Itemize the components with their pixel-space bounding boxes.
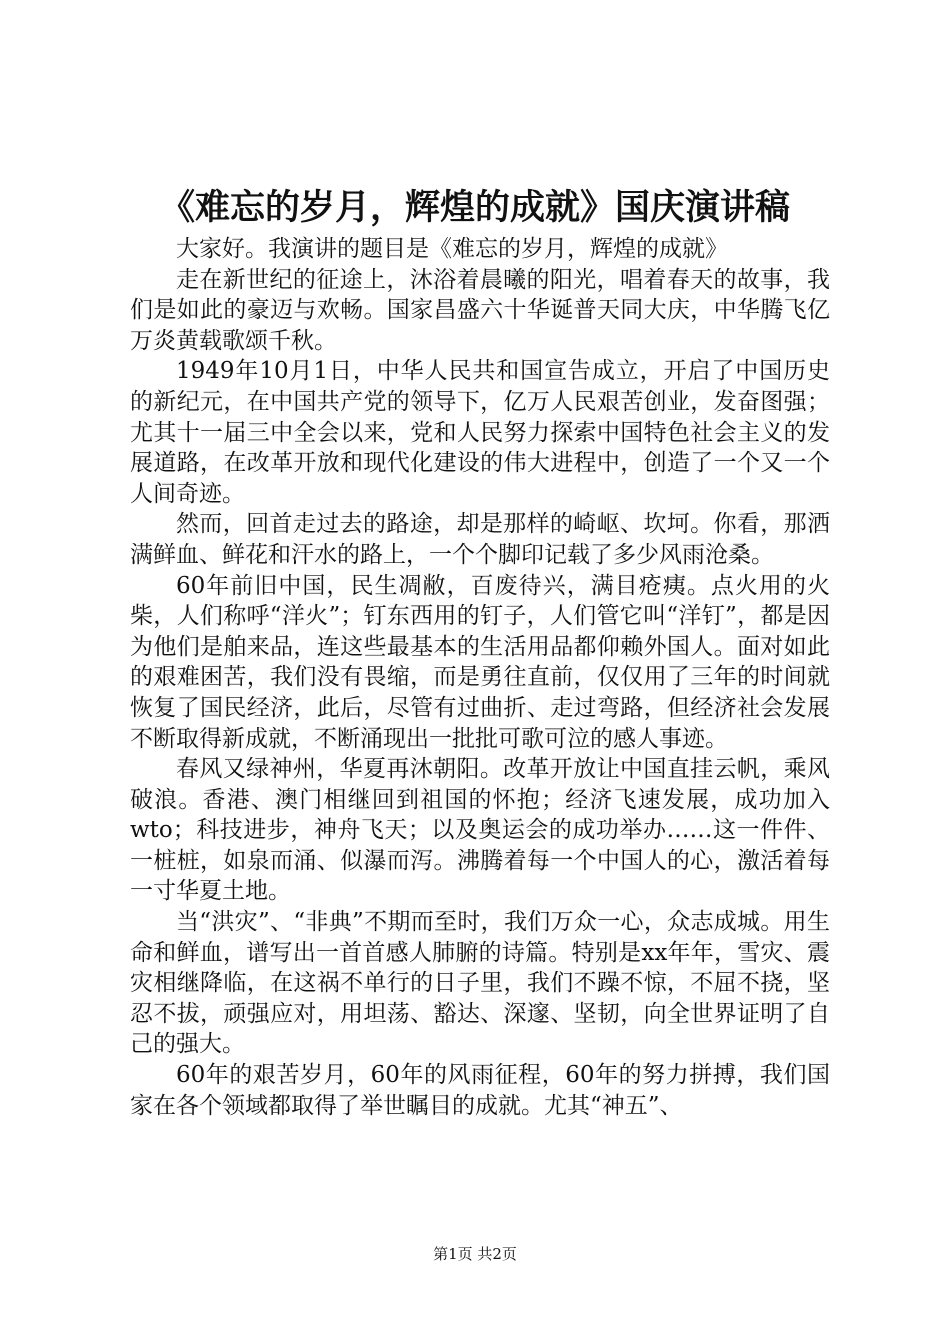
paragraph: 当“洪灾”、“非典”不期而至时，我们万众一心，众志成城。用生命和鲜血，谱写出一首首感人肺腑的诗篇。特别是xx年年，雪灾、震灾相继降临，在这祸不单行的日子里，我们不躁不惊，不屈不挠，坚忍不拔，顽强应对，用坦荡、豁达、深邃、坚韧，向全世界证明了自己的强大。 xyxy=(130,909,830,1058)
paragraph: 60年的艰苦岁月，60年的风雨征程，60年的努力拼搏，我们国家在各个领域都取得了举世瞩目的成就。尤其“神五”、 xyxy=(130,1062,830,1119)
document-body xyxy=(130,234,830,1121)
paragraph: 然而，回首走过去的路途，却是那样的崎岖、坎坷。你看，那洒满鲜血、鲜花和汗水的路上，一个个脚印记载了多少风雨沧桑。 xyxy=(130,511,830,568)
page-footer: 第1页 共2页 xyxy=(433,1245,517,1263)
paragraph: 大家好。我演讲的题目是《难忘的岁月，辉煌的成就》 xyxy=(176,236,728,262)
paragraph: 春风又绿神州，华夏再沐朝阳。改革开放让中国直挂云帆，乘风破浪。香港、澳门相继回到祖国的怀抱；经济飞速发展，成功加入wto；科技进步，神舟飞天；以及奥运会的成功举办……这一件件、一桩桩，如泉而涌、似瀑而泻。沸腾着每一个中国人的心，激活着每一寸华夏土地。 xyxy=(130,756,830,905)
paragraph: 60年前旧中国，民生凋敝，百废待兴，满目疮痍。点火用的火柴，人们称呼“洋火”；钉东西用的钉子，人们管它叫“洋钉”，都是因为他们是舶来品，连这些最基本的生活用品都仰赖外国人。面对如此的艰难困苦，我们没有畏缩，而是勇往直前，仅仅用了三年的时间就恢复了国民经济，此后，尽管有过曲折、走过弯路，但经济社会发展不断取得新成就，不断涌现出一批批可歌可泣的感人事迹。 xyxy=(130,572,830,752)
paragraph: 1949年10月1日，中华人民共和国宣告成立，开启了中国历史的新纪元，在中国共产党的领导下，亿万人民艰苦创业，发奋图强；尤其十一届三中全会以来，党和人民努力探索中国特色社会主义的发展道路，在改革开放和现代化建设的伟大进程中，创造了一个又一个人间奇迹。 xyxy=(130,358,830,507)
document-title: 《难忘的岁月，辉煌的成就》国庆演讲稿 xyxy=(159,187,790,228)
paragraph: 走在新世纪的征途上，沐浴着晨曦的阳光，唱着春天的故事，我们是如此的豪迈与欢畅。国家昌盛六十华诞普天同大庆，中华腾飞亿万炎黄载歌颂千秋。 xyxy=(130,266,830,354)
